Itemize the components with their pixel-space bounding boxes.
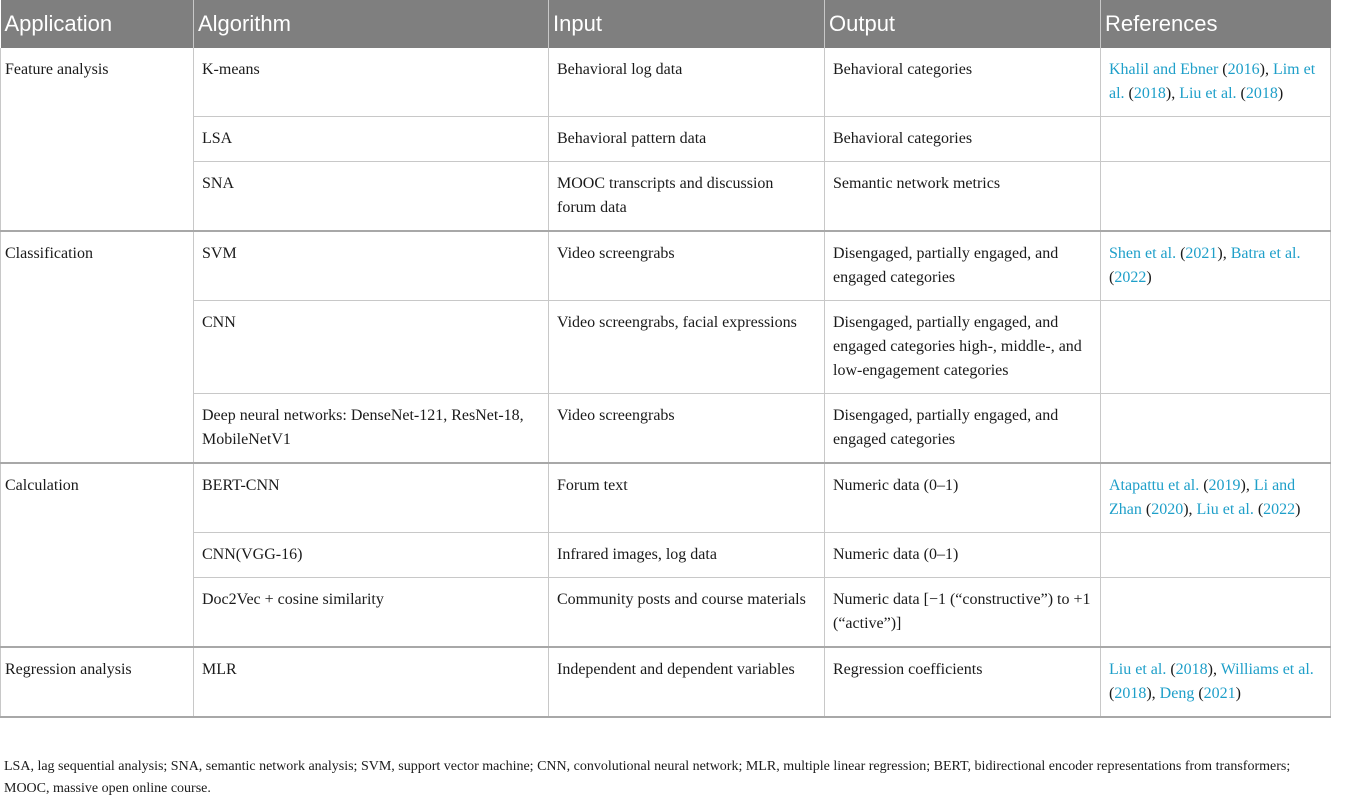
- table-row: [1, 231, 1331, 301]
- cell-output: Numeric data [−1 (“constructive”) to +1 (“active”)]: [825, 578, 1101, 648]
- table-row: [1, 647, 1331, 717]
- reference-year-link[interactable]: 2021: [1203, 685, 1236, 702]
- reference-separator: ,: [1222, 245, 1231, 262]
- reference-year-link[interactable]: 2021: [1185, 245, 1218, 262]
- header-input: Input: [549, 0, 825, 48]
- cell-input: Forum text: [549, 463, 825, 533]
- cell-algorithm: Doc2Vec + cosine similarity: [194, 578, 549, 648]
- cell-references: [1101, 394, 1331, 464]
- reference-author-link[interactable]: Liu et al.: [1196, 501, 1254, 518]
- table-footnote: LSA, lag sequential analysis; SNA, semantic network analysis; SVM, support vector machine; CNN, convolutional neural network; MLR, multiple linear regression; BERT, bidirectional encoder representations from transformers; MOOC, massive open online course.: [4, 759, 1291, 796]
- reference-separator: ,: [1245, 477, 1254, 494]
- cell-algorithm: K-means: [194, 48, 549, 117]
- reference-year-link[interactable]: 2019: [1208, 477, 1241, 494]
- cell-output: Behavioral categories: [825, 117, 1101, 162]
- reference-separator: ,: [1212, 661, 1221, 678]
- cell-application: Regression analysis: [1, 647, 194, 717]
- cell-output: Behavioral categories: [825, 48, 1101, 117]
- reference-author-link[interactable]: Liu et al.: [1179, 85, 1237, 102]
- reference-author-link[interactable]: Batra et al.: [1230, 245, 1301, 262]
- cell-input: Video screengrabs: [549, 231, 825, 301]
- reference-author-link[interactable]: Deng: [1159, 685, 1195, 702]
- reference-author-link[interactable]: Williams et al.: [1220, 661, 1314, 678]
- reference-year-link[interactable]: 2016: [1227, 61, 1260, 78]
- reference-year-link[interactable]: 2018: [1133, 85, 1166, 102]
- reference-year-link[interactable]: 2018: [1114, 685, 1147, 702]
- table-row: [1, 162, 1331, 232]
- cell-references: [1101, 301, 1331, 394]
- cell-references: Liu et al. (2018), Williams et al. (2018), Deng (2021): [1101, 647, 1331, 717]
- cell-output: Disengaged, partially engaged, and engaged categories: [825, 231, 1101, 301]
- cell-application: Classification: [1, 231, 194, 463]
- header-algorithm: Algorithm: [194, 0, 549, 48]
- table-row: [1, 463, 1331, 533]
- table-body: [1, 48, 1331, 717]
- reference-year-link[interactable]: 2022: [1114, 269, 1147, 286]
- cell-algorithm: LSA: [194, 117, 549, 162]
- reference-author-link[interactable]: Atapattu et al.: [1109, 477, 1200, 494]
- cell-references: [1101, 578, 1331, 648]
- cell-references: Shen et al. (2021), Batra et al. (2022): [1101, 231, 1331, 301]
- cell-input: Independent and dependent variables: [549, 647, 825, 717]
- reference-author-link[interactable]: Shen et al.: [1109, 245, 1177, 262]
- cell-output: Disengaged, partially engaged, and engaged categories high-, middle-, and low-engagement categories: [825, 301, 1101, 394]
- cell-input: Video screengrabs, facial expressions: [549, 301, 825, 394]
- cell-input: Behavioral log data: [549, 48, 825, 117]
- reference-author-link[interactable]: Li and Zhan: [1109, 477, 1296, 518]
- cell-references: [1101, 117, 1331, 162]
- cell-references: Atapattu et al. (2019), Li and Zhan (2020), Liu et al. (2022): [1101, 463, 1331, 533]
- reference-author-link[interactable]: Lim et al.: [1109, 61, 1316, 102]
- reference-separator: ,: [1188, 501, 1197, 518]
- cell-algorithm: BERT-CNN: [194, 463, 549, 533]
- cell-output: Regression coefficients: [825, 647, 1101, 717]
- cell-algorithm: SNA: [194, 162, 549, 232]
- header-output: Output: [825, 0, 1101, 48]
- cell-algorithm: MLR: [194, 647, 549, 717]
- reference-author-link[interactable]: Khalil and Ebner: [1109, 61, 1219, 78]
- header-references: References: [1101, 0, 1331, 48]
- cell-algorithm: Deep neural networks: DenseNet-121, ResNet-18, MobileNetV1: [194, 394, 549, 464]
- table-row: [1, 301, 1331, 394]
- table-row: [1, 48, 1331, 117]
- cell-application: Calculation: [1, 463, 194, 647]
- reference-year-link[interactable]: 2022: [1263, 501, 1296, 518]
- cell-output: Numeric data (0–1): [825, 533, 1101, 578]
- table-row: [1, 117, 1331, 162]
- cell-output: Numeric data (0–1): [825, 463, 1101, 533]
- cell-input: Community posts and course materials: [549, 578, 825, 648]
- cell-references: [1101, 162, 1331, 232]
- cell-input: Video screengrabs: [549, 394, 825, 464]
- cell-application: Feature analysis: [1, 48, 194, 231]
- cell-output: Disengaged, partially engaged, and engaged categories: [825, 394, 1101, 464]
- reference-year-link[interactable]: 2020: [1151, 501, 1184, 518]
- reference-separator: ,: [1171, 85, 1180, 102]
- table-header-row: [1, 0, 1331, 48]
- cell-algorithm: CNN(VGG-16): [194, 533, 549, 578]
- cell-algorithm: SVM: [194, 231, 549, 301]
- table-row: [1, 533, 1331, 578]
- reference-separator: ,: [1264, 61, 1273, 78]
- cell-output: Semantic network metrics: [825, 162, 1101, 232]
- reference-author-link[interactable]: Liu et al.: [1109, 661, 1167, 678]
- reference-year-link[interactable]: 2018: [1175, 661, 1208, 678]
- table-row: [1, 578, 1331, 648]
- cell-input: Infrared images, log data: [549, 533, 825, 578]
- cell-algorithm: CNN: [194, 301, 549, 394]
- cell-references: [1101, 533, 1331, 578]
- header-application: Application: [1, 0, 194, 48]
- cell-input: MOOC transcripts and discussion forum data: [549, 162, 825, 232]
- reference-year-link[interactable]: 2018: [1245, 85, 1278, 102]
- cell-references: Khalil and Ebner (2016), Lim et al. (2018), Liu et al. (2018): [1101, 48, 1331, 117]
- cell-input: Behavioral pattern data: [549, 117, 825, 162]
- reference-separator: ,: [1151, 685, 1160, 702]
- table-row: [1, 394, 1331, 464]
